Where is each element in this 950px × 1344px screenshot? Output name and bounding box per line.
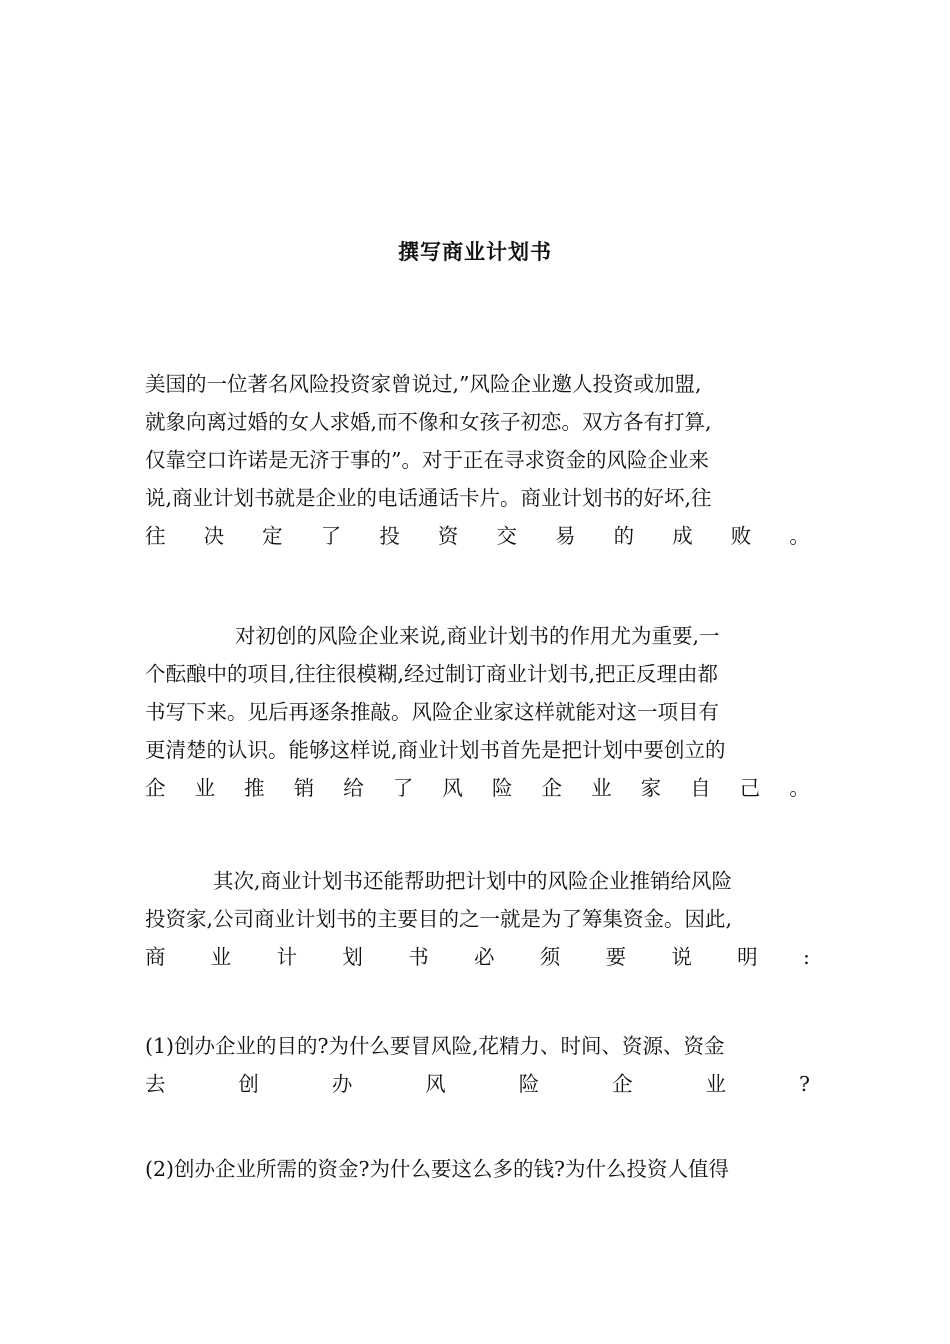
paragraph-4 bbox=[145, 1027, 810, 1103]
justified-char: 商 bbox=[145, 945, 166, 969]
justified-char: 风 bbox=[442, 776, 463, 800]
paragraph-line: 书写下来。见后再逐条推敲。风险企业家这样就能对这一项目有 bbox=[145, 700, 719, 724]
justified-char: 业 bbox=[705, 1072, 727, 1096]
justified-line bbox=[145, 1065, 810, 1103]
document-title: 撰写商业计划书 bbox=[398, 240, 552, 264]
justified-char: 业 bbox=[194, 776, 216, 800]
justified-char: 。 bbox=[789, 524, 810, 548]
justified-char: 家 bbox=[640, 776, 662, 800]
justified-char: 。 bbox=[789, 776, 810, 800]
justified-char: 创 bbox=[238, 1072, 259, 1096]
justified-char: 败 bbox=[730, 524, 752, 548]
justified-char: 去 bbox=[145, 1072, 166, 1096]
paragraph-line: (2)创办企业所需的资金?为什么要这么多的钱?为什么投资人值得 bbox=[145, 1157, 730, 1181]
justified-char: 定 bbox=[262, 524, 283, 548]
paragraph-line: 更清楚的认识。能够这样说,商业计划书首先是把计划中要创立的 bbox=[145, 738, 726, 762]
justified-char: 易 bbox=[555, 524, 576, 548]
paragraph-line: 美国的一位著名风险投资家曾说过,”风险企业邀人投资或加盟, bbox=[145, 372, 702, 396]
paragraph-line: 投资家,公司商业计划书的主要目的之一就是为了筹集资金。因此, bbox=[145, 907, 733, 931]
justified-char: 办 bbox=[331, 1072, 353, 1096]
justified-char: 风 bbox=[425, 1072, 446, 1096]
justified-char: 计 bbox=[276, 945, 298, 969]
paragraph-line: 仅靠空口许诺是无济于事的”。对于正在寻求资金的风险企业来 bbox=[145, 448, 709, 472]
paragraph-1 bbox=[145, 365, 810, 555]
justified-char: 的 bbox=[613, 524, 635, 548]
justified-char: 了 bbox=[392, 776, 414, 800]
justified-char: 险 bbox=[518, 1072, 540, 1096]
justified-char: 说 bbox=[671, 945, 692, 969]
justified-char: 己 bbox=[739, 776, 761, 800]
justified-char: 必 bbox=[473, 945, 495, 969]
justified-line bbox=[145, 769, 810, 807]
paragraph-line: 对初创的风险企业来说,商业计划书的作用尤为重要,一 bbox=[235, 624, 720, 648]
justified-char: 企 bbox=[145, 776, 166, 800]
justified-char: 了 bbox=[320, 524, 342, 548]
justified-char: 销 bbox=[293, 776, 315, 800]
paragraph-2 bbox=[145, 617, 810, 807]
paragraph-line: 说,商业计划书就是企业的电话通话卡片。商业计划书的好坏,往 bbox=[145, 486, 712, 510]
justified-char: 往 bbox=[145, 524, 166, 548]
justified-char: 书 bbox=[408, 945, 429, 969]
justified-char: 业 bbox=[210, 945, 232, 969]
paragraph-line: 就象向离过婚的女人求婚,而不像和女孩子初恋。双方各有打算, bbox=[145, 410, 712, 434]
justified-line bbox=[145, 517, 810, 555]
paragraph-line: 个酝酿中的项目,往往很模糊,经过制订商业计划书,把正反理由都 bbox=[145, 662, 719, 686]
justified-char: 决 bbox=[203, 524, 225, 548]
justified-char: ? bbox=[798, 1072, 810, 1096]
justified-line bbox=[145, 938, 810, 976]
justified-char: 险 bbox=[491, 776, 513, 800]
justified-char: 业 bbox=[591, 776, 612, 800]
paragraph-line: 其次,商业计划书还能帮助把计划中的风险企业推销给风险 bbox=[213, 869, 733, 893]
justified-char: 明 bbox=[737, 945, 758, 969]
justified-char: 企 bbox=[612, 1072, 633, 1096]
justified-char: 给 bbox=[343, 776, 364, 800]
justified-char: 成 bbox=[672, 524, 693, 548]
justified-char: 推 bbox=[244, 776, 265, 800]
justified-char: 资 bbox=[437, 524, 459, 548]
paragraph-5 bbox=[145, 1150, 810, 1188]
justified-char: 须 bbox=[539, 945, 561, 969]
paragraph-line: (1)创办企业的目的?为什么要冒风险,花精力、时间、资源、资金 bbox=[145, 1034, 725, 1058]
justified-char: 要 bbox=[605, 945, 627, 969]
justified-char: : bbox=[802, 945, 810, 969]
justified-char: 划 bbox=[342, 945, 363, 969]
justified-char: 企 bbox=[541, 776, 562, 800]
paragraph-3 bbox=[145, 862, 810, 976]
justified-char: 交 bbox=[496, 524, 517, 548]
justified-char: 自 bbox=[690, 776, 711, 800]
justified-char: 投 bbox=[379, 524, 400, 548]
